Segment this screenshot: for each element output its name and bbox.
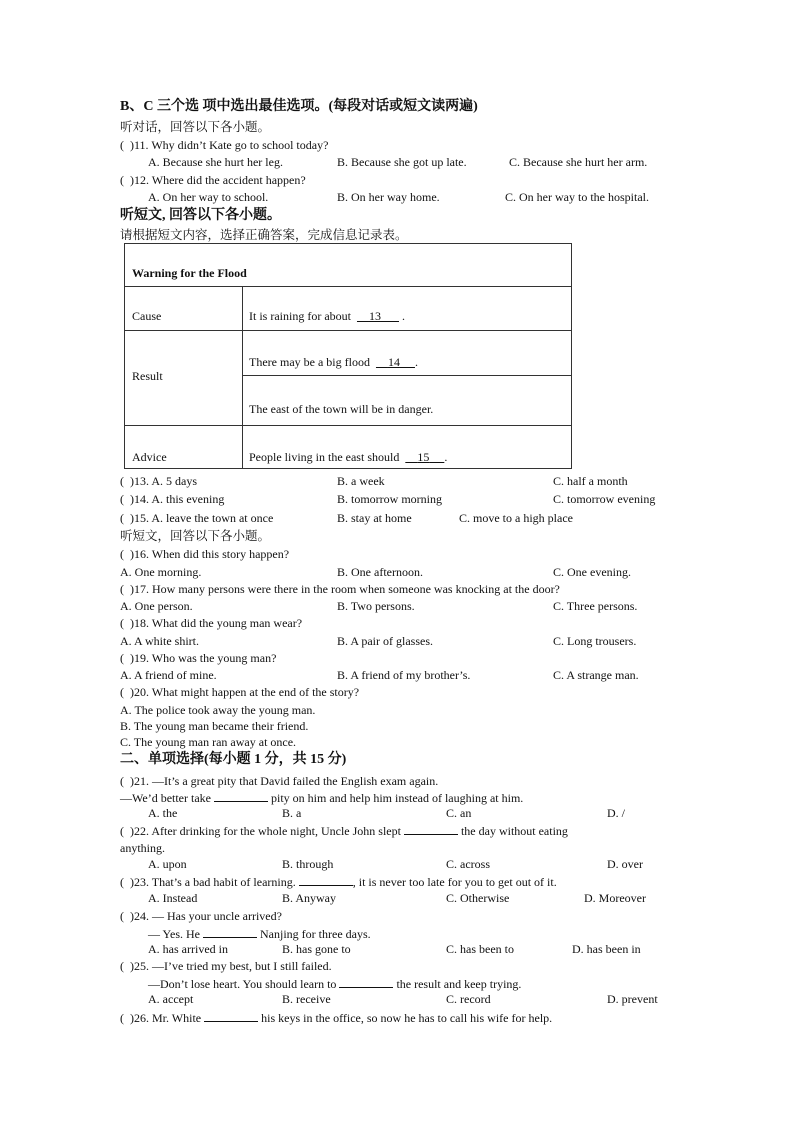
q22-option-c: C. across (446, 857, 490, 871)
q17-option-a: A. One person. (120, 599, 193, 613)
answer-bracket[interactable]: ( (120, 875, 124, 889)
result-label: Result (132, 369, 163, 383)
question-14: ( )14. A. this evening (120, 492, 225, 506)
advice-label: Advice (132, 450, 167, 464)
question-19: ( )19. Who was the young man? (120, 651, 277, 665)
blank-21[interactable] (214, 790, 268, 802)
q15-option-c: C. move to a high place (459, 511, 573, 525)
q17-option-c: C. Three persons. (553, 599, 638, 613)
blank-14[interactable]: 14 (387, 355, 400, 369)
q23-option-b: B. Anyway (282, 891, 336, 905)
blank-25[interactable] (339, 976, 393, 988)
answer-bracket[interactable]: ( (120, 492, 124, 506)
q12-option-a: A. On her way to school. (148, 190, 269, 204)
q19-option-a: A. A friend of mine. (120, 668, 217, 682)
q23-option-d: D. Moreover (584, 891, 646, 905)
q20-option-c: C. The young man ran away at once. (120, 735, 297, 749)
q16-option-a: A. One morning. (120, 565, 202, 579)
q22-option-b: B. through (282, 857, 334, 871)
q23-option-a: A. Instead (148, 891, 198, 905)
q18-option-c: C. Long trousers. (553, 634, 637, 648)
question-21: ( )21. —It’s a great pity that David failed the English exam again. (120, 774, 439, 788)
q25-option-d: D. prevent (607, 992, 658, 1006)
result-text-2: The east of the town will be in danger. (249, 402, 434, 416)
q11-option-b: B. Because she got up late. (337, 155, 467, 169)
q21-line-2: —We’d better take pity on him and help him instead of laughing at him. (120, 791, 524, 805)
question-12: ( )12. Where did the accident happen? (120, 173, 306, 187)
answer-bracket[interactable]: ( (120, 138, 124, 152)
answer-bracket[interactable]: ( (120, 173, 124, 187)
q20-option-a: A. The police took away the young man. (120, 703, 316, 717)
q23-option-c: C. Otherwise (446, 891, 510, 905)
q22-option-a: A. upon (148, 857, 187, 871)
answer-bracket[interactable]: ( (120, 474, 124, 488)
table-title: Warning for the Flood (132, 266, 247, 280)
question-26: ( )26. Mr. White his keys in the office, so now he has to call his wife for help. (120, 1011, 553, 1025)
q21-option-a: A. the (148, 806, 178, 820)
q25-option-b: B. receive (282, 992, 331, 1006)
q24-option-c: C. has been to (446, 942, 514, 956)
passage-1-heading: 听短文, 回答以下各小题。 (120, 208, 281, 223)
question-24: ( )24. — Has your uncle arrived? (120, 909, 282, 923)
advice-text: People living in the east should 15 . (249, 450, 448, 464)
q13-option-c: C. half a month (553, 474, 628, 488)
q13-option-b: B. a week (337, 474, 385, 488)
question-18: ( )18. What did the young man wear? (120, 616, 303, 630)
cause-text: It is raining for about 13 . (249, 309, 405, 323)
answer-bracket[interactable]: ( (120, 824, 124, 838)
question-23: ( )23. That’s a bad habit of learning. , it is never too late for you to get out of it. (120, 875, 557, 889)
result-text-1: There may be a big flood 14 . (249, 355, 418, 369)
question-17: ( )17. How many persons were there in the room when someone was knocking at the door? (120, 582, 560, 596)
passage-1-instruction: 请根据短文内容，选择正确答案，完成信息记录表。 (120, 228, 408, 242)
answer-bracket[interactable]: ( (120, 547, 124, 561)
section-2-heading: 二、单项选择(每小题 1 分，共 15 分) (120, 752, 347, 767)
blank-26[interactable] (204, 1010, 258, 1022)
q12-option-c: C. On her way to the hospital. (505, 190, 649, 204)
q25-option-c: C. record (446, 992, 491, 1006)
answer-bracket[interactable]: ( (120, 651, 124, 665)
question-11: ( )11. Why didn’t Kate go to school today? (120, 138, 329, 152)
q24-line-2: — Yes. He Nanjing for three days. (148, 927, 371, 941)
dialogue-intro: 听对话，回答以下各小题。 (120, 120, 271, 134)
q12-option-b: B. On her way home. (337, 190, 440, 204)
answer-bracket[interactable]: ( (120, 959, 124, 973)
q19-option-c: C. A strange man. (553, 668, 639, 682)
q14-option-b: B. tomorrow morning (337, 492, 442, 506)
q15-option-b: B. stay at home (337, 511, 412, 525)
q22-option-d: D. over (607, 857, 643, 871)
flood-info-table (124, 243, 572, 469)
q17-option-b: B. Two persons. (337, 599, 415, 613)
answer-bracket[interactable]: ( (120, 1011, 124, 1025)
passage-2-intro: 听短文，回答以下各小题。 (120, 529, 271, 543)
answer-bracket[interactable]: ( (120, 616, 124, 630)
q25-option-a: A. accept (148, 992, 194, 1006)
answer-bracket[interactable]: ( (120, 774, 124, 788)
q21-option-c: C. an (446, 806, 472, 820)
q21-option-d: D. / (607, 806, 625, 820)
q22-line-2: anything. (120, 841, 165, 855)
q14-option-c: C. tomorrow evening (553, 492, 656, 506)
blank-24[interactable] (203, 926, 257, 938)
question-25: ( )25. —I’ve tried my best, but I still failed. (120, 959, 332, 973)
answer-bracket[interactable]: ( (120, 909, 124, 923)
question-15: ( )15. A. leave the town at once (120, 511, 274, 525)
q24-option-b: B. has gone to (282, 942, 351, 956)
q11-option-c: C. Because she hurt her arm. (509, 155, 648, 169)
blank-15[interactable]: 15 (417, 450, 430, 464)
q21-option-b: B. a (282, 806, 302, 820)
q19-option-b: B. A friend of my brother’s. (337, 668, 471, 682)
q18-option-a: A. A white shirt. (120, 634, 200, 648)
answer-bracket[interactable]: ( (120, 685, 124, 699)
q25-line-2: —Don’t lose heart. You should learn to the result and keep trying. (148, 977, 522, 991)
answer-bracket[interactable]: ( (120, 511, 124, 525)
answer-bracket[interactable]: ( (120, 582, 124, 596)
cause-label: Cause (132, 309, 162, 323)
q18-option-b: B. A pair of glasses. (337, 634, 433, 648)
q16-option-b: B. One afternoon. (337, 565, 423, 579)
q20-option-b: B. The young man became their friend. (120, 719, 309, 733)
question-13: ( )13. A. 5 days (120, 474, 197, 488)
question-16: ( )16. When did this story happen? (120, 547, 290, 561)
blank-22[interactable] (404, 823, 458, 835)
q11-option-a: A. Because she hurt her leg. (148, 155, 283, 169)
section-b-intro: B、C 三个选 项中选出最佳选项。(每段对话或短文读两遍) (120, 99, 478, 114)
q24-option-a: A. has arrived in (148, 942, 228, 956)
blank-13[interactable]: 13 (368, 309, 381, 323)
q24-option-d: D. has been in (572, 942, 641, 956)
question-22: ( )22. After drinking for the whole night, Uncle John slept the day without eating (120, 824, 568, 838)
blank-23[interactable] (299, 874, 353, 886)
q16-option-c: C. One evening. (553, 565, 631, 579)
question-20: ( )20. What might happen at the end of the story? (120, 685, 360, 699)
